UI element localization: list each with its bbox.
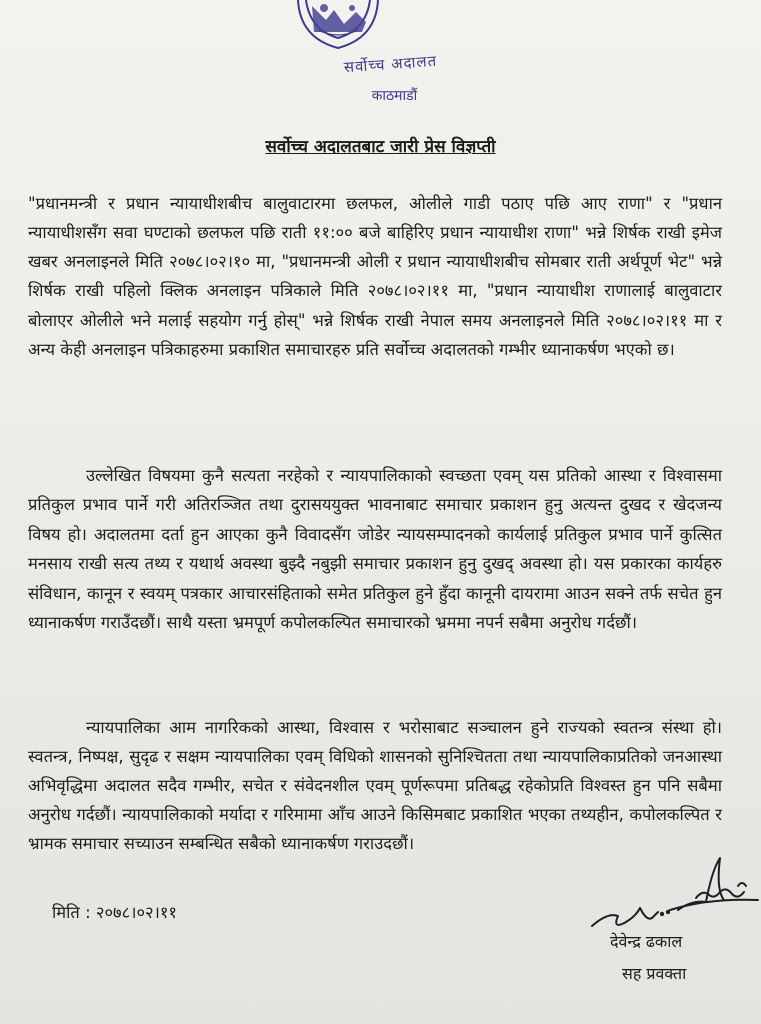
court-name-stamp: सर्वोच्च अदालत <box>343 51 438 77</box>
date-line: मिति : २०७८।०२।११ <box>52 903 178 922</box>
handwritten-signature <box>588 850 760 940</box>
paragraph-2: उल्लेखित विषयमा कुनै सत्यता नरहेको र न्यायपालिकाको स्वच्छता एवम् यस प्रतिको आस्था र विश्वासमा प्रतिकुल प्रभाव पार्ने गरी अतिरञ्जित तथा दुरासययुक्त भावनाबाट समाचार प्रकाशन हुनु अत्यन्त दुखद र खेदजन्य विषय हो। अदालतमा दर्ता हुन आएका कुनै विवादसँग जोडेर न्यायसम्पादनको कार्यलाई प्रतिकुल प्रभाव पार्ने कुत्सित मनसाय राखी सत्य तथ्य र यथार्थ अवस्था बुझ्दै नबुझी समाचार प्रकाशन हुनु दुखद् अवस्था हो। यस प्रकारका कार्यहरु संविधान, कानून र स्वयम् पत्रकार आचारसंहिताको समेत प्रतिकुल हुने हुँदा कानूनी दायरामा आउन सक्ने तर्फ सचेत हुन ध्यानाकर्षण गराउँदछौं। साथै यस्ता भ्रमपूर्ण कपोलकल्पित समाचारको भ्रममा नपर्न सबैमा अनुरोध गर्दछौं। <box>28 465 722 632</box>
signatory-title: सह प्रवक्ता <box>622 964 687 983</box>
paragraph-3: न्यायपालिका आम नागरिकको आस्था, विश्वास र भरोसाबाट सञ्चालन हुने राज्यको स्वतन्त्र संस्था हो। स्वतन्त्र, निष्पक्ष, सुदृढ र सक्षम न्यायपालिका एवम् विधिको शासनको सुनिश्चितता तथा न्यायपालिकाप्रतिको जनआस्था अभिवृद्धिमा अदालत सदैव गम्भीर, सचेत र संवेदनशील एवम् पूर्णरूपमा प्रतिबद्ध रहेकोप्रति विश्वस्त हुन पनि सबैमा अनुरोध गर्दछौं। न्यायपालिकाको मर्यादा र गरिमामा आँच आउने किसिमबाट प्रकाशित भएका तथ्यहीन, कपोलकल्पित र भ्रामक समाचार सच्याउन सम्बन्धित सबैको ध्यानाकर्षण गराउदछौं। <box>28 717 722 853</box>
paragraph-1: "प्रधानमन्त्री र प्रधान न्यायाधीशबीच बालुवाटारमा छलफल, ओलीले गाडी पठाए पछि आए राणा" र "प्रधान न्यायाधीशसँग सवा घण्टाको छलफल पछि राती ११:०० बजे बाहिरिए प्रधान न्यायाधीश राणा" भन्ने शिर्षक राखी इमेज खबर अनलाइनले मिति २०७८।०२।१० मा, "प्रधानमन्त्री ओली र प्रधान न्यायाधीशबीच सोमबार राती अर्थपूर्ण भेट" भन्ने शिर्षक राखी पहिलो क्लिक अनलाइन पत्रिकाले मिति २०७८।०२।११ मा, "प्रधान न्यायाधीश राणालाई बालुवाटार बोलाएर ओलीले भने मलाई सहयोग गर्नु होस्" भन्ने शिर्षक राखी नेपाल समय अनलाइनले मिति २०७८।०२।११ मा र अन्य केही अनलाइन पत्रिकाहरुमा प्रकाशित समाचारहरु प्रति सर्वोच्च अदालतको गम्भीर ध्यानाकर्षण भएको छ। <box>28 193 722 359</box>
court-city-stamp: काठमाडौं <box>371 88 418 104</box>
signatory-name: देवेन्द्र ढकाल <box>610 932 683 951</box>
page-title: सर्वोच्च अदालतबाट जारी प्रेस विज्ञप्ती <box>265 137 496 157</box>
